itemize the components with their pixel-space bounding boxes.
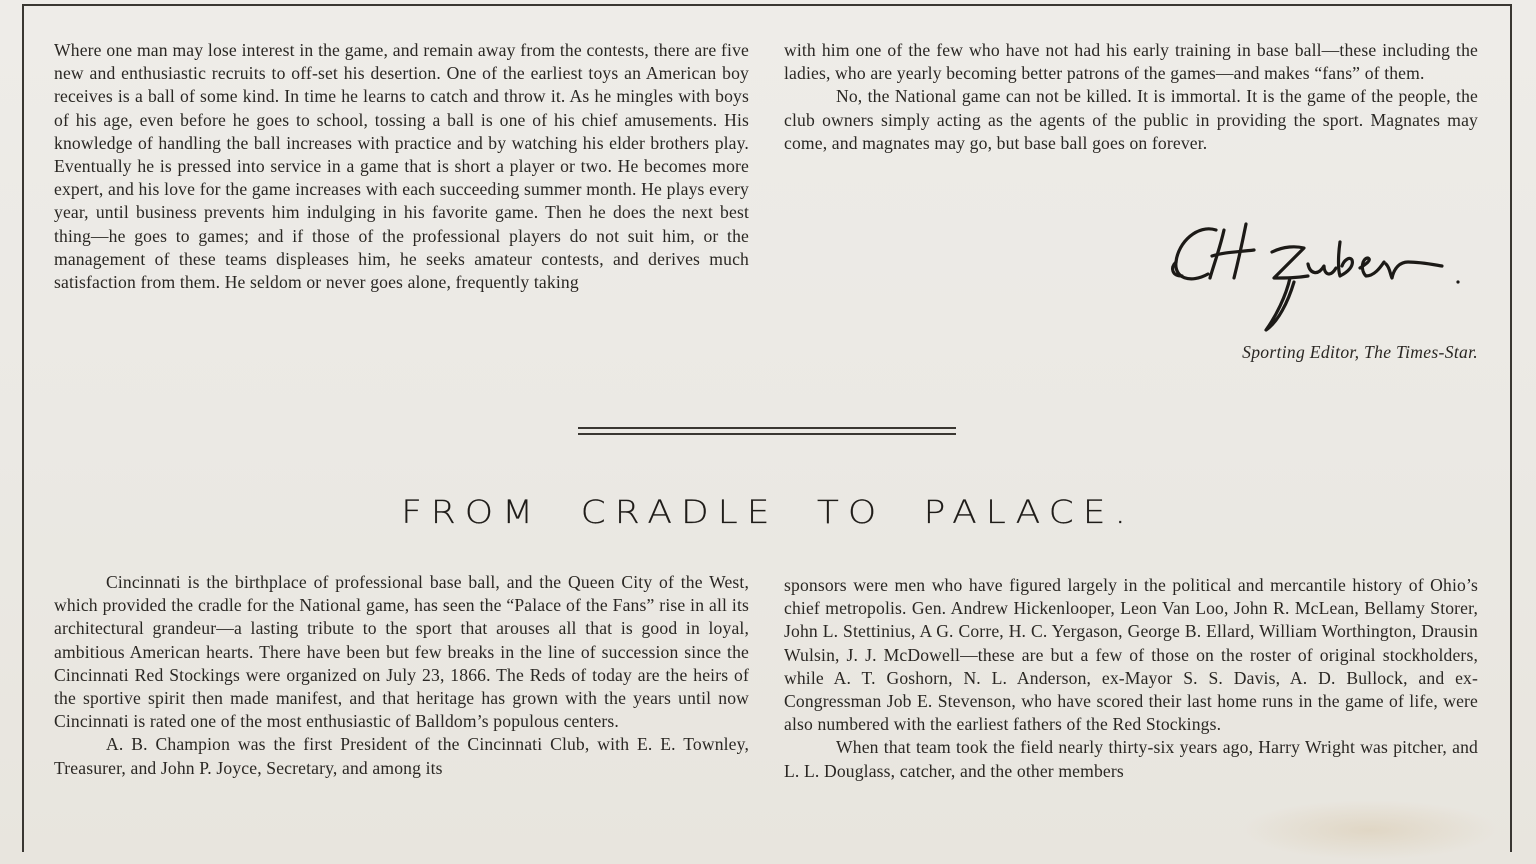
top-left-column [54,39,749,294]
body-paragraph: Where one man may lose interest in the game, and remain away from the contests, there are five new and enthusiastic recruits to off-set his desertion. One of the earliest toys an American boy receives is a ball of some kind. In time he learns to catch and throw it. As he mingles with boys of his age, even before he goes to school, tossing a ball is one of his chief amusements. His knowledge of handling the ball increases with practice and by watching his elder brothers play. Eventually he is pressed into service in a game that is short a player or two. He becomes more expert, and his love for the game increases with each succeeding summer month. He plays every year, until business prevents him indulging in his favorite game. Then he does the next best thing—he goes to games; and if those of the professional players do not suit him, or the management of these teams displeases him, he seeks amateur contests, and derives much satisfaction from them. He seldom or never goes alone, frequently taking [54,40,749,293]
body-paragraph: When that team took the field nearly thirty-six years ago, Harry Wright was pitcher, and L. L. Douglass, catcher, and the other members [784,737,1478,781]
signature-caption: Sporting Editor, The Times-Star. [1242,342,1478,362]
body-paragraph: sponsors were men who have figured largely in the political and mercantile history of Ohio’s chief metropolis. Gen. Andrew Hickenlooper, Leon Van Loo, John R. McLean, Bellamy Storer, John L. Stettinius, A G. Corre, H. C. Yergason, George B. Ellard, William Worthington, Drausin Wulsin, J. J. McDowell—these are but a few of those on the roster of original stockholders, while A. T. Goshorn, N. L. Anderson, ex-Mayor S. S. Davis, A. D. Bullock, and ex-Congressman Job E. Stevenson, who have scored their last home runs in the game of life, were also numbered with the earliest fathers of the Red Stockings. [784,575,1478,735]
body-paragraph: Cincinnati is the birthplace of professional base ball, and the Queen City of the West, which provided the cradle for the National game, has seen the “Palace of the Fans” rise in all its architectural grandeur—a lasting tribute to the sport that arouses all that is good in loyal, ambitious American hearts. There have been but few breaks in the line of succession since the Cincinnati Red Stockings were organized on July 23, 1866. The Reds of today are the heirs of the sportive spirit then made manifest, and that heritage has grown with the years until now Cincinnati is rated one of the most enthusiastic of Balldom’s populous centers. [54,572,749,732]
body-paragraph: A. B. Champion was the first President of the Cincinnati Club, with E. E. Townley, Treasurer, and John P. Joyce, Secretary, and among its [54,734,749,778]
bottom-left-column [54,571,749,780]
paper-stain [1240,800,1500,860]
section-divider [578,427,956,435]
top-right-column [784,39,1478,155]
section-heading: FROM CRADLE TO PALACE. [401,494,1135,531]
handwritten-signature [1168,212,1468,342]
body-paragraph: with him one of the few who have not had his early training in base ball—these including the ladies, who are yearly becoming better patrons of the games—and makes “fans” of them. [784,40,1478,84]
bottom-right-column [784,574,1478,783]
body-paragraph: No, the National game can not be killed. It is immortal. It is the game of the people, the club owners simply acting as the agents of the public in providing the sport. Magnates may come, and magnates may go, but base ball goes on forever. [784,86,1478,153]
